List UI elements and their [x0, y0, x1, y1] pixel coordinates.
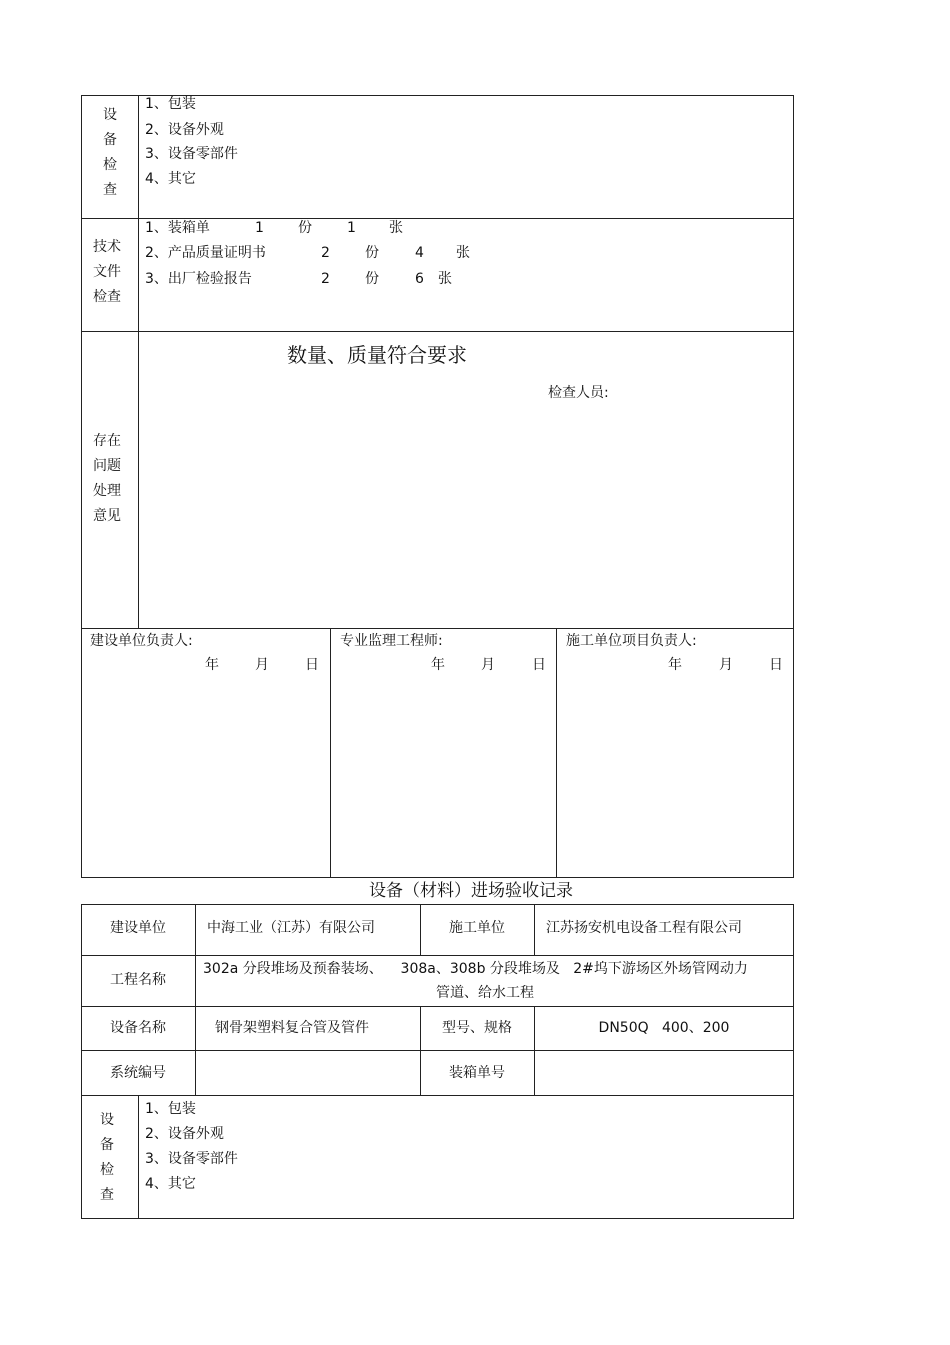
doc-qty: 2	[321, 271, 330, 287]
label-line: 技术	[93, 239, 121, 255]
conclusion-text: 数量、质量符合要求	[287, 343, 467, 367]
system-number-label: 系统编号	[110, 1065, 166, 1081]
doc-name: 3、出厂检验报告	[145, 271, 252, 287]
doc-qty: 4	[415, 245, 424, 261]
label-line: 存在	[93, 433, 121, 449]
packing-number-label: 装箱单号	[449, 1065, 505, 1081]
signature-title: 专业监理工程师:	[340, 633, 443, 649]
project-name-value-line2: 管道、给水工程	[436, 985, 534, 1001]
model-label: 型号、规格	[442, 1020, 512, 1036]
form2-col-divider	[420, 1006, 421, 1095]
label-char: 备	[103, 132, 117, 148]
date-day: 日	[532, 657, 546, 673]
label-char: 检	[100, 1162, 114, 1178]
label-char: 查	[100, 1187, 114, 1203]
doc-unit: 张	[389, 220, 403, 236]
signature-title: 施工单位项目负责人:	[566, 633, 697, 649]
label-char: 检	[103, 157, 117, 173]
tech-docs-label	[82, 235, 132, 310]
doc-name: 2、产品质量证明书	[145, 245, 266, 261]
form2-col-divider	[534, 904, 535, 955]
form1-divider	[81, 331, 794, 332]
check-item: 3、设备零部件	[145, 146, 238, 162]
date-day: 日	[769, 657, 783, 673]
issues-label	[82, 429, 132, 529]
check-item: 4、其它	[145, 171, 196, 187]
form2-divider	[81, 1006, 794, 1007]
check-item: 2、设备外观	[145, 1126, 224, 1142]
date-month: 月	[255, 657, 269, 673]
equipment-name-value: 钢骨架塑料复合管及管件	[215, 1020, 369, 1036]
form2-col-divider	[534, 1006, 535, 1095]
doc-qty: 1	[347, 220, 356, 236]
doc-qty: 6	[415, 271, 424, 287]
build-unit-value: 中海工业（江苏）有限公司	[207, 920, 375, 936]
doc-unit: 份	[365, 271, 379, 287]
date-year: 年	[431, 657, 445, 673]
form2-divider	[81, 1095, 794, 1096]
doc-unit: 张	[456, 245, 470, 261]
doc-qty: 1	[255, 220, 264, 236]
construct-unit-label: 施工单位	[449, 920, 505, 936]
form-title: 设备（材料）进场验收记录	[369, 881, 573, 901]
inspector-label: 检查人员:	[548, 385, 609, 401]
date-day: 日	[305, 657, 319, 673]
form2-divider	[81, 955, 794, 956]
check-item: 4、其它	[145, 1176, 196, 1192]
form2-table	[81, 904, 794, 1219]
check-item: 1、包装	[145, 96, 196, 112]
date-year: 年	[205, 657, 219, 673]
label-char: 查	[103, 182, 117, 198]
date-month: 月	[481, 657, 495, 673]
label-line: 问题	[93, 458, 121, 474]
equipment-check-label	[82, 103, 138, 203]
doc-name: 1、装箱单	[145, 220, 210, 236]
doc-qty: 2	[321, 245, 330, 261]
check-item: 2、设备外观	[145, 122, 224, 138]
check-item: 1、包装	[145, 1101, 196, 1117]
form1-divider	[81, 218, 794, 219]
form1-table	[81, 95, 794, 878]
label-line: 检查	[93, 289, 121, 305]
construct-unit-value: 江苏扬安机电设备工程有限公司	[546, 920, 742, 936]
doc-unit: 张	[438, 271, 452, 287]
label-char: 设	[103, 107, 117, 123]
date-month: 月	[719, 657, 733, 673]
date-year: 年	[668, 657, 682, 673]
doc-unit: 份	[365, 245, 379, 261]
form2-col-divider	[138, 1095, 139, 1219]
form1-divider	[81, 628, 794, 629]
model-value: DN50Q 400、200	[598, 1020, 730, 1036]
label-char: 备	[100, 1137, 114, 1153]
equipment-name-label: 设备名称	[110, 1020, 166, 1036]
project-name-label: 工程名称	[110, 972, 166, 988]
build-unit-label: 建设单位	[110, 920, 166, 936]
form1-sign-divider	[330, 628, 331, 878]
signature-title: 建设单位负责人:	[90, 633, 193, 649]
doc-unit: 份	[298, 220, 312, 236]
check-item: 3、设备零部件	[145, 1151, 238, 1167]
form1-label-divider	[138, 95, 139, 629]
form1-sign-divider	[556, 628, 557, 878]
label-line: 处理	[93, 483, 121, 499]
equipment-check-label	[82, 1108, 132, 1208]
form2-col-divider	[195, 904, 196, 1095]
label-char: 设	[100, 1112, 114, 1128]
form2-divider	[81, 1050, 794, 1051]
project-name-value-line1: 302a 分段堆场及预畚装场、 308a、308b 分段堆场及 2#坞下游场区外场管网动力	[203, 961, 748, 977]
label-line: 文件	[93, 264, 121, 280]
label-line: 意见	[93, 508, 121, 524]
